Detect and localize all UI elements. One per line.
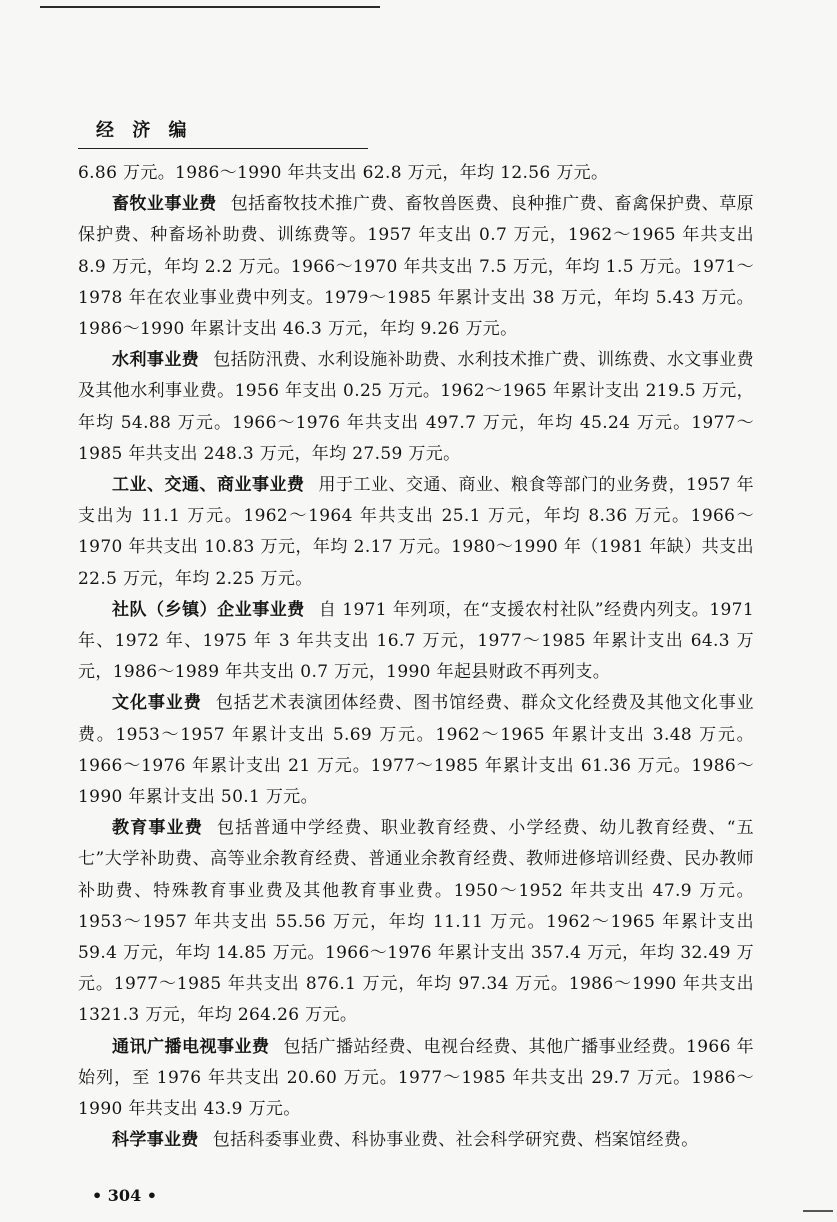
paragraph-text: 包括普通中学经费、职业教育经费、小学经费、幼儿教育经费、“五七”大学补助费、高等业余教育经费、普通业余教育经费、教师进修培训经费、民办教师补助费、特殊教育事业费及其他教育事业费。1950～1952 年共支出 47.9 万元。1953～1957 年共支出 55.56 万元，年均 11.11 万元。1962～1965 年累计支出 59.4 万元，年均 14.85 万元。1966～1976 年累计支出 357.4 万元，年均 32.49 万元。1977～1985 年共支出 876.1 万元，年均 97.34 万元。1986～1990 年共支出 1321.3 万元，年均 264.26 万元。 [78, 818, 754, 1026]
paragraph-text: 自 1971 年列项，在“支援农村社队”经费内列支。1971 年、1972 年、1975 年 3 年共支出 16.7 万元，1977～1985 年累计支出 64.3 万元，1986～1989 年共支出 0.7 万元，1990 年起县财政不再列支。 [78, 599, 754, 683]
paragraph-science [78, 1125, 754, 1156]
paragraph-term: 通讯广播电视事业费 [112, 1036, 270, 1057]
paragraph-continuation [78, 158, 754, 189]
paragraph-term: 工业、交通、商业事业费 [112, 475, 305, 496]
paragraph-industry-transport-commerce [78, 470, 754, 595]
page-number: • 304 • [92, 1186, 157, 1205]
paragraph-text: 包括防汛费、水利设施补助费、水利技术推广费、训练费、水文事业费及其他水利事业费。1956 年支出 0.25 万元。1962～1965 年累计支出 219.5 万元，年均 54.88 万元。1966～1976 年共支出 497.7 万元，年均 45.24 万元。1977～1985 年共支出 248.3 万元，年均 27.59 万元。 [78, 350, 754, 464]
paragraph-township-enterprise [78, 595, 754, 689]
paragraph-text: 包括科委事业费、科协事业费、社会科学研究费、档案馆经费。 [212, 1130, 699, 1151]
paragraph-broadcasting [78, 1032, 754, 1126]
paragraph-term: 文化事业费 [112, 693, 202, 714]
scan-artifact-marks [793, 70, 809, 140]
top-border-rule [40, 6, 380, 8]
scan-edge-line [803, 1210, 833, 1212]
paragraph-livestock [78, 189, 754, 345]
section-title: 经 济 编 [96, 120, 193, 141]
paragraph-text: 包括广播站经费、电视台经费、其他广播事业经费。1966 年始列，至 1976 年共支出 20.60 万元。1977～1985 年共支出 29.7 万元。1986～1990 年共支出 43.9 万元。 [78, 1036, 754, 1120]
paragraph-culture [78, 688, 754, 813]
paragraph-term: 社队（乡镇）企业事业费 [112, 599, 305, 620]
paragraph-water-conservancy [78, 345, 754, 470]
paragraph-term: 科学事业费 [112, 1130, 199, 1151]
paragraph-term: 畜牧业事业费 [112, 194, 217, 215]
paragraph-education [78, 813, 754, 1031]
paragraph-term: 教育事业费 [112, 818, 204, 839]
body-text [78, 158, 754, 1157]
paragraph-text: 包括艺术表演团体经费、图书馆经费、群众文化经费及其他文化事业费。1953～1957 年累计支出 5.69 万元。1962～1965 年累计支出 3.48 万元。1966～1976 年累计支出 21 万元。1977～1985 年累计支出 61.36 万元。1986～1990 年累计支出 50.1 万元。 [78, 693, 755, 808]
section-header [78, 116, 368, 149]
paragraph-text: 用于工业、交通、商业、粮食等部门的业务费，1957 年支出为 11.1 万元。1962～1964 年共支出 25.1 万元，年均 8.36 万元。1966～1970 年共支出 10.83 万元，年均 2.17 万元。1980～1990 年（1981 年缺）共支出 22.5 万元，年均 2.25 万元。 [78, 475, 754, 589]
paragraph-term: 水利事业费 [112, 350, 200, 371]
paragraph-text: 6.86 万元。1986～1990 年共支出 62.8 万元，年均 12.56 万元。 [78, 163, 609, 183]
paragraph-text: 包括畜牧技术推广费、畜牧兽医费、良种推广费、畜禽保护费、草原保护费、种畜场补助费、训练费等。1957 年支出 0.7 万元，1962～1965 年共支出 8.9 万元，年均 2.2 万元。1966～1970 年共支出 7.5 万元，年均 1.5 万元。1971～1978 年在农业事业费中列支。1979～1985 年累计支出 38 万元，年均 5.43 万元。1986～1990 年累计支出 46.3 万元，年均 9.26 万元。 [78, 194, 754, 340]
